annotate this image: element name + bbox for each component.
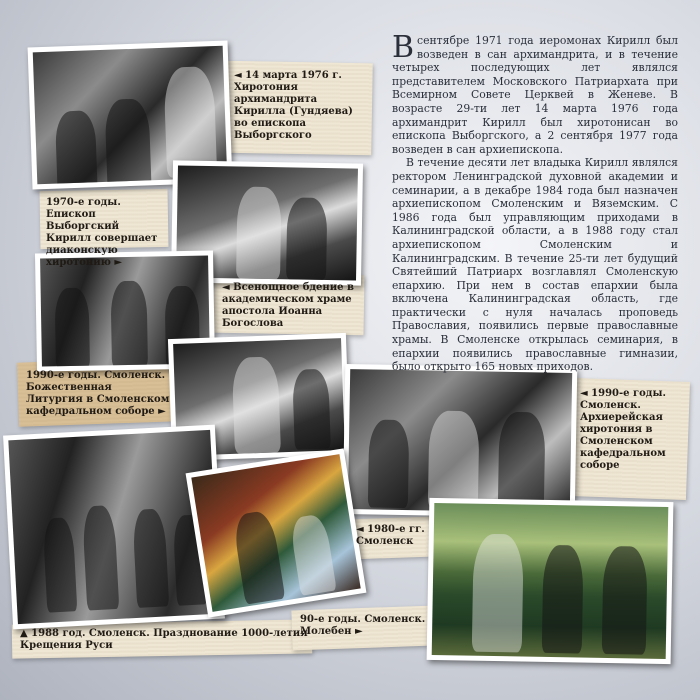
paragraph-1-text: сентябре 1971 года иеромонах Кирилл был возведен в сан архимандрита, и в течение четырех последующих лет являлся представителем Московского Патриархата при Всемирном Совете Церквей в Женеве. В возрасте 29-ти лет 14 марта 1976 года архимандрит Кирилл был хиротонисан во епископа Выборгского, а 2 сентября 1977 года возведен в сан архиепископа. (392, 34, 678, 156)
drop-cap: В (392, 30, 415, 65)
photo-image (191, 454, 360, 612)
caption-1976-consecration: ◄ 14 марта 1976 г. Хиротония архимандрита Кирилла (Гундяева) во епископа Выборгского (234, 70, 353, 141)
article-paragraph-1 (392, 30, 678, 156)
photo-procession-color (427, 498, 674, 664)
caption-liturgy-smolensk: 1990-е годы. Смоленск. Божественная Литургия в Смоленском кафедральном соборе ► (26, 370, 170, 417)
caption-moleben: 90-е годы. Смоленск. Молебен ► (300, 614, 426, 637)
caption-1980s-smolensk: ◄ 1980-е гг. Смоленск (356, 524, 425, 547)
article-paragraph-2: В течение десяти лет владыка Кирилл являлся ректором Ленинградской духовной академии и семинарии, а в декабре 1984 года был назначен архиепископом Смоленским и Вяземским. С 1986 года был управляющим приходами в Калининградской области, а в 1988 году стал архиепископом Смоленским и Калининградским. В течение 25-ти лет будущий Святейший Патриарх возглавлял Смоленскую епархию. При нем в состав епархии была включена Калининградская область, где практически с нуля началась проповедь Православия, появились первые православные храмы. В Смоленске открылась семинария, в епархии появились православные гимназии, было открыто 165 новых приходов. (392, 156, 678, 374)
photo-image (8, 430, 219, 624)
photo-image (348, 369, 572, 513)
photo-episcopal-ordination (343, 364, 578, 518)
caption-deacon-ordination: 1970-е годы. Епископ Выборгский Кирилл совершает диаконскую хиротонию ► (46, 197, 158, 268)
caption-vigil: ◄ Всенощное бдение в академическом храме апостола Иоанна Богослова (222, 282, 354, 329)
photo-moleben-90s (186, 448, 367, 617)
photo-millennium-1988 (3, 425, 225, 630)
article-text (392, 30, 678, 374)
caption-millennium-1988: ▲ 1988 год. Смоленск. Празднование 1000-летия Крещения Руси (20, 628, 308, 651)
caption-episcopal-ordination: ◄ 1990-е годы. Смоленск. Архиерейская хиротония в Смоленском кафедральном соборе (580, 388, 666, 471)
photo-image (432, 503, 669, 659)
